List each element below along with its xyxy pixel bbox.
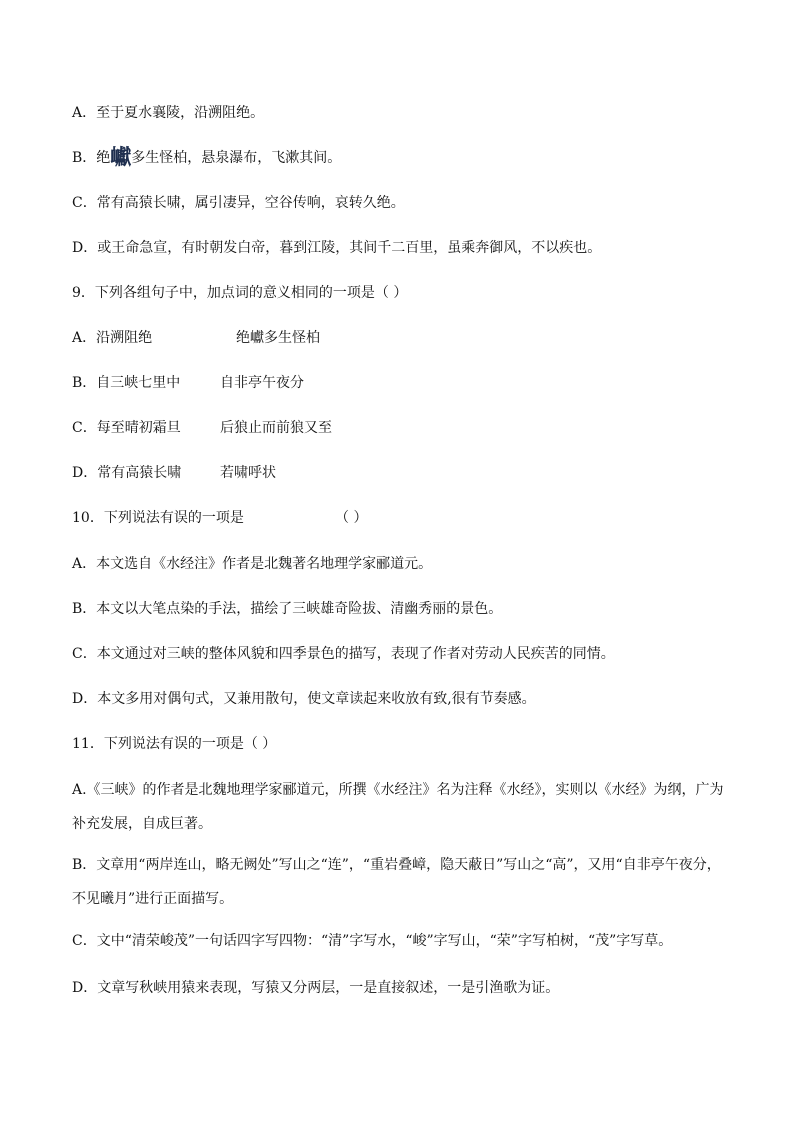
q9-option-c-right: 后狼止而前狼又至: [220, 420, 332, 436]
q8-option-b-char: 巘: [110, 144, 132, 169]
q8-option-b-prefix: B．绝: [72, 150, 111, 166]
q11-option-d: D．文章写秋峡用猿来表现，写猿又分两层，一是直接叙述，一是引渔歌为证。: [72, 980, 560, 996]
q9-option-c-left: C．每至晴初霜旦: [72, 420, 181, 436]
q9-option-b: [72, 373, 304, 393]
q11-option-c: C．文中“清荣峻茂”一句话四字写四物：“清”字写水，“峻”字写山，“荣”字写柏树，“茂”字写草。: [72, 933, 673, 949]
q10-answer-paren: （ ）: [335, 510, 368, 526]
q9-option-a: [72, 328, 320, 348]
q11-option-b: B．文章用“两岸连山，略无阙处”写山之“连”，“重岩叠嶂，隐天蔽日”写山之“高”，又用“自非亭午夜分，不见曦月”进行正面描写。: [72, 857, 721, 907]
q10-option-b: B．本文以大笔点染的手法，描绘了三峡雄奇险拔、清幽秀丽的景色。: [72, 601, 503, 617]
q9-stem: 9．下列各组句子中，加点词的意义相同的一项是（ ）: [72, 285, 408, 301]
q8-option-b-rest: 多生怪柏，悬泉瀑布，飞漱其间。: [131, 150, 342, 166]
q9-option-c: [72, 418, 332, 438]
q9-option-b-left: B．自三峡七里中: [72, 375, 181, 391]
q11-option-a: A.《三峡》的作者是北魏地理学家郦道元，所撰《水经注》名为注释《水经》，实则以《水经》为纲，广为补充发展，自成巨著。: [72, 782, 724, 832]
q8-option-b: [72, 144, 342, 169]
q9-option-a-left: A．沿溯阻绝: [72, 330, 153, 346]
q10-stem: 10．下列说法有误的一项是: [72, 510, 244, 526]
q10-stem-line: [72, 508, 368, 528]
q9-option-d-left: D．常有高猿长啸: [72, 465, 182, 481]
q11-stem: 11．下列说法有误的一项是（ ）: [72, 736, 277, 752]
q9-option-d: [72, 463, 276, 483]
q10-option-c: C．本文通过对三峡的整体风貌和四季景色的描写，表现了作者对劳动人民疾苦的同情。: [72, 646, 615, 662]
q9-option-a-right: 绝巘多生怪柏: [236, 330, 320, 346]
q10-option-a: A．本文选自《水经注》作者是北魏著名地理学家郦道元。: [72, 556, 433, 572]
q10-option-d: D．本文多用对偶句式，又兼用散句，使文章读起来收放有致,很有节奏感。: [72, 691, 536, 707]
q8-option-d: D．或王命急宣，有时朝发白帝，暮到江陵，其间千二百里，虽乘奔御风，不以疾也。: [72, 240, 602, 256]
q9-option-b-right: 自非亭午夜分: [220, 375, 304, 391]
q8-option-c: C．常有高猿长啸，属引凄异，空谷传响，哀转久绝。: [72, 195, 405, 211]
q8-option-a: A．至于夏水襄陵，沿溯阻绝。: [72, 105, 265, 121]
q9-option-d-right: 若啸呼状: [220, 465, 276, 481]
